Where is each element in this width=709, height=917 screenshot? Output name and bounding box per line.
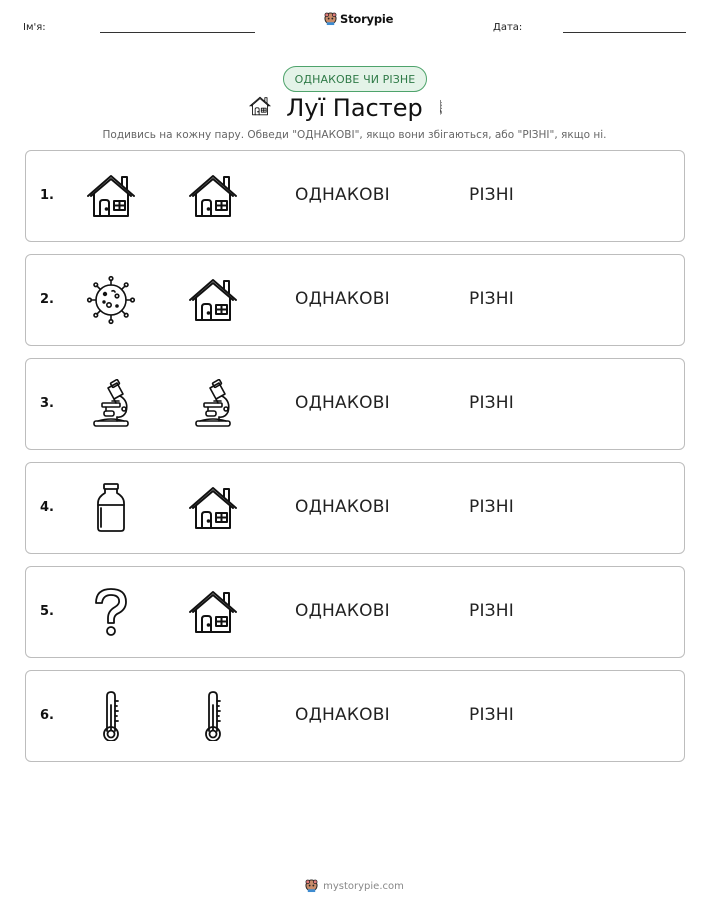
different-option[interactable]: РІЗНІ: [469, 393, 514, 413]
page-title: Луї Пастер: [286, 94, 423, 122]
activity-type-badge: ОДНАКОВЕ ЧИ РІЗНЕ: [283, 66, 427, 92]
virus-icon: [84, 275, 138, 325]
row-number: 1.: [40, 188, 54, 203]
thermometer-icon: [84, 691, 138, 741]
house-icon: [186, 171, 240, 221]
comparison-row: [25, 566, 685, 658]
same-option[interactable]: ОДНАКОВІ: [295, 497, 390, 517]
row-number: 3.: [40, 396, 54, 411]
date-field-line[interactable]: [563, 32, 686, 33]
footer-url: mystorypie.com: [323, 880, 404, 892]
different-option[interactable]: РІЗНІ: [469, 289, 514, 309]
brand-name: Storypie: [340, 12, 394, 26]
same-option[interactable]: ОДНАКОВІ: [295, 289, 390, 309]
row-number: 6.: [40, 708, 54, 723]
thermometer-icon: [440, 92, 456, 122]
house-icon: [84, 171, 138, 221]
footer: [0, 879, 709, 893]
row-number: 4.: [40, 500, 54, 515]
bottle-icon: [84, 483, 138, 533]
thermometer-icon: [186, 691, 240, 741]
instructions-text: Подивись на кожну пару. Обведи "ОДНАКОВІ", якщо вони збігаються, або "РІЗНІ", якщо ні.: [102, 129, 607, 141]
comparison-row: [25, 150, 685, 242]
comparison-row: [25, 670, 685, 762]
comparison-row: [25, 254, 685, 346]
microscope-icon: [84, 379, 138, 429]
title-row: [0, 92, 709, 126]
comparison-row: [25, 462, 685, 554]
same-option[interactable]: ОДНАКОВІ: [295, 185, 390, 205]
mascot-icon: [324, 12, 337, 26]
house-icon: [186, 587, 240, 637]
different-option[interactable]: РІЗНІ: [469, 185, 514, 205]
name-label: Ім'я:: [23, 22, 46, 33]
mascot-icon: [305, 879, 318, 893]
row-number: 5.: [40, 604, 54, 619]
microscope-icon: [186, 379, 240, 429]
same-option[interactable]: ОДНАКОВІ: [295, 601, 390, 621]
different-option[interactable]: РІЗНІ: [469, 705, 514, 725]
same-option[interactable]: ОДНАКОВІ: [295, 705, 390, 725]
same-option[interactable]: ОДНАКОВІ: [295, 393, 390, 413]
comparison-row: [25, 358, 685, 450]
different-option[interactable]: РІЗНІ: [469, 497, 514, 517]
house-icon: [186, 275, 240, 325]
name-field-line[interactable]: [100, 32, 255, 33]
row-number: 2.: [40, 292, 54, 307]
worksheet-header: [0, 0, 709, 50]
house-icon: [186, 483, 240, 533]
question-mark-icon: [84, 587, 138, 637]
brand-logo: [324, 12, 393, 26]
date-label: Дата:: [493, 22, 523, 33]
different-option[interactable]: РІЗНІ: [469, 601, 514, 621]
